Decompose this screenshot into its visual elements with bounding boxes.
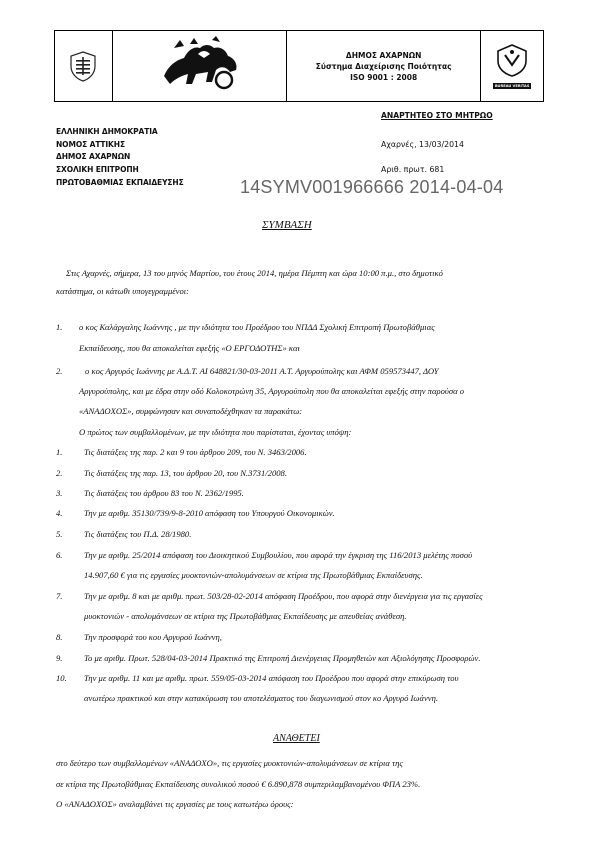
item-8-text: Την προσφορά του κου Αργυρού Ιωάννη, [84, 632, 222, 642]
party-2-line-3: «ΑΝΑΔΟΧΟΣ», συμφώνησαν και συναποδέχθηκαν τα παρακάτω: [79, 406, 303, 416]
certification-cell [481, 31, 543, 101]
issuer-line-5: ΠΡΩΤΟΒΑΘΜΙΑΣ ΕΚΠΑΙΔΕΥΣΗΣ [56, 178, 184, 187]
issuer-line-1: ΕΛΛΗΝΙΚΗ ΔΗΜΟΚΡΑΤΙΑ [56, 127, 158, 136]
bureau-veritas-logo-icon [495, 43, 529, 77]
iso-standard: ISO 9001 : 2008 [350, 72, 418, 82]
party-2-number: 2. [56, 366, 63, 376]
org-name: ΔΗΜΟΣ ΑΧΑΡΝΩΝ [345, 50, 422, 60]
item-7-line-2: μυοκτονιών - απολυμάνσεων σε κτίρια της Πρωτοβάθμιας Εκπαίδευσης με απευθείας ανάθεση. [84, 611, 407, 621]
item-1-text: Τις διατάξεις της παρ. 2 και 9 του άρθρου 209, του Ν. 3463/2006. [84, 447, 307, 457]
item-10-line-2: ανωτέρω πρακτικού και στην κατακύρωση του αποτελέσματος του διαγωνισμού στον κο Αργυρό Ιωάννη. [84, 693, 439, 703]
item-6-line-1: Την με αριθμ. 25/2014 απόφαση του Διοικητικού Συμβουλίου, που αφορά την έγκριση της 116/2013 μελέτης ποσού [84, 550, 473, 560]
date-line: Αχαρνές, 13/03/2014 [381, 140, 464, 149]
party-1-line-2: Εκπαίδευσης, που θα αποκαλείται εφεξής «Ο ΕΡΓΟΔΟΤΗΣ» και [79, 343, 300, 353]
item-1-number: 1. [56, 447, 63, 457]
considering-line: Ο πρώτος των συμβαλλομένων, με την ιδιότητα που παρίσταται, έχοντας υπόψη: [79, 427, 352, 437]
ada-code: 14SYMV001966666 2014-04-04 [240, 177, 504, 197]
item-4-number: 4. [56, 508, 63, 518]
assign-line-1: στο δεύτερο των συμβαλλομένων «ΑΝΑΔΟΧΟ», τις εργασίες μυοκτονιών-απολυμάνσεων σε κτίρια της [56, 758, 403, 768]
item-5-number: 5. [56, 529, 63, 539]
intro-line-2: κατάστημα, οι κάτωθι υπογεγραμμένοι: [56, 286, 190, 296]
item-10-line-1: Την με αριθμ. 11 και με αριθμ. πρωτ. 559/05-03-2014 απόφαση του Προέδρου που αφορά στην επικύρωση του [84, 673, 459, 683]
item-4-text: Την με αριθμ. 35130/739/9-8-2010 απόφαση του Υπουργού Οικονομικών. [84, 508, 335, 518]
contract-title: ΣΥΜΒΑΣΗ [262, 219, 312, 231]
party-1-number: 1. [56, 322, 63, 332]
cert-label: BUREAU VERITAS [494, 84, 530, 88]
item-10-number: 10. [56, 673, 67, 683]
item-2-text: Τις διατάξεις της παρ. 13, του άρθρου 20, του Ν.3731/2008. [84, 468, 287, 478]
greek-emblem-icon [68, 50, 98, 82]
assign-title: ΑΝΑΘΕΤΕΙ [273, 733, 320, 744]
issuer-line-2: ΝΟΜΟΣ ΑΤΤΙΚΗΣ [56, 140, 125, 149]
party-2-line-2: Αργυρούπολης, και με έδρα στην οδό Κολοκοτρώνη 35, Αργυρούπολη που θα αποκαλείται εφεξής στην παρούσα ο [79, 386, 465, 396]
item-3-number: 3. [56, 488, 63, 498]
item-6-line-2: 14.907,60 € για τις εργασίες μυοκτονιών-απολυμάνσεων σε κτίρια της Πρωτοβάθμιας Εκπαίδευσης. [84, 570, 423, 580]
item-8-number: 8. [56, 632, 63, 642]
item-6-number: 6. [56, 550, 63, 560]
item-7-line-1: Την με αριθμ. 8 και με αριθμ. πρωτ. 503/28-02-2014 απόφαση Προέδρου, που αφορά στην διενέργεια για τις εργασίες [84, 591, 483, 601]
party-1-line-1: ο κος Καλάργαλης Ιωάννης , με την ιδιότητα του Προέδρου του ΝΠΔΔ Σχολική Επιτροπή Πρωτοβάθμιας [79, 322, 435, 332]
item-5-text: Τις διατάξεις του Π.Δ. 28/1980. [84, 529, 192, 539]
item-9-text: Το με αριθμ. Πρωτ. 528/04-03-2014 Πρακτικό της Επιτροπή Διενέργειας Προμηθειών και Αξιολόγησης Προσφορών. [84, 653, 481, 663]
item-9-number: 9. [56, 653, 63, 663]
party-2-line-1: ο κος Αργυρός Ιωάννης με Α.Δ.Τ. ΑΙ 648821/30-03-2011 Α.Τ. Αργυρούπολης και ΑΦΜ 059573447, ΔΟΥ [85, 366, 439, 376]
chariot-logo-icon [154, 36, 244, 96]
issuer-line-3: ΔΗΜΟΣ ΑΧΑΡΝΩΝ [56, 152, 131, 161]
item-2-number: 2. [56, 468, 63, 478]
issuer-line-4: ΣΧΟΛΙΚΗ ΕΠΙΤΡΟΠΗ [56, 165, 139, 174]
posted-notice: ΑΝΑΡΤΗΤΕΟ ΣΤΟ ΜΗΤΡΩΟ [381, 111, 493, 120]
chariot-logo-cell [113, 31, 287, 101]
greek-emblem-cell [55, 31, 113, 101]
item-7-number: 7. [56, 591, 63, 601]
header-box [54, 30, 544, 102]
assign-line-2: σε κτίρια της Πρωτοβάθμιας Εκπαίδευσης συνολικού ποσού € 6.890,878 συμπεριλαμβανομένου ΦΠΑ 23%. [56, 779, 421, 789]
quality-system: Σύστημα Διαχείρισης Ποιότητας [315, 61, 452, 71]
protocol-line: Αριθ. πρωτ. 681 [381, 165, 445, 174]
assign-line-3: Ο «ΑΝΑΔΟΧΟΣ» αναλαμβάνει τις εργασίες με τους κατωτέρω όρους: [56, 799, 294, 809]
intro-line-1: Στις Αχαρνές, σήμερα, 13 του μηνός Μαρτίου, του έτους 2014, ημέρα Πέμπτη και ώρα 10:00 π.μ., στο δημοτικό [66, 268, 443, 278]
org-info-cell [287, 31, 481, 101]
item-3-text: Τις διατάξεις του άρθρου 83 του Ν. 2362/1995. [84, 488, 244, 498]
